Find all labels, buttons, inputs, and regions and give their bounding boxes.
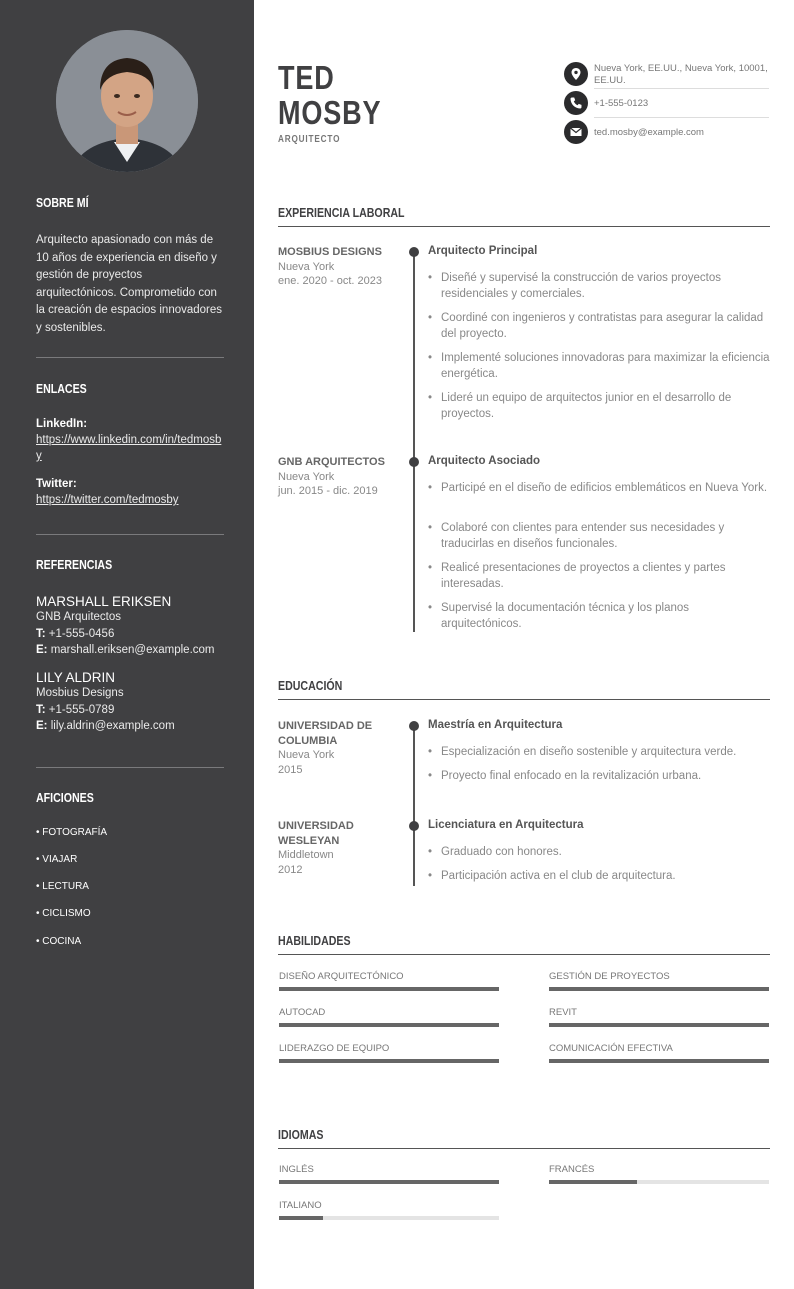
timeline-dot [409,457,419,467]
education-bullet: • Graduado con honores. [428,844,770,860]
language-label: ITALIANO [279,1200,322,1211]
divider [594,88,769,89]
skill-bar [549,1023,769,1027]
language-item [279,1200,499,1211]
linkedin-label: LinkedIn: [36,418,88,430]
hobby-item: • LECTURA [36,881,89,892]
languages-heading: IDIOMAS [278,1128,770,1149]
reference-phone: T: +1-555-0789 [36,704,115,716]
language-label: INGLÉS [279,1164,314,1175]
language-label: FRANCÉS [549,1164,595,1175]
experience-bullet: • Coordiné con ingenieros y contratistas para asegurar la calidad del proyecto. [428,310,770,342]
experience-meta [278,245,398,289]
education-timeline [413,726,415,886]
reference-company: Mosbius Designs [36,687,124,699]
language-item [549,1164,769,1175]
education-year: 2015 [278,763,303,776]
experience-bullet: • Realicé presentaciones de proyectos a clientes y partes interesadas. [428,560,770,592]
skill-bar [279,1023,499,1027]
company-location: Nueva York [278,470,335,483]
language-bar [279,1216,499,1220]
link-item [36,478,224,508]
hobby-item: • VIAJAR [36,854,78,865]
reference-item [36,594,224,658]
divider [594,117,769,118]
education-bullet: • Especialización en diseño sostenible y arquitectura verde. [428,744,770,760]
skill-bar [279,987,499,991]
twitter-label: Twitter: [36,478,77,490]
location-icon [564,62,588,86]
first-name: TED [278,59,335,96]
divider [36,767,224,768]
skill-bar-fill [549,1059,769,1063]
links-section [36,382,224,508]
language-bar [549,1180,769,1184]
skill-bar-fill [279,1059,499,1063]
job-title: ARQUITECTO [278,134,341,145]
skill-label: LIDERAZGO DE EQUIPO [279,1043,390,1054]
about-section [36,196,224,337]
experience-bullet: • Lideré un equipo de arquitectos junior en el desarrollo de proyectos. [428,390,770,422]
reference-email: E: marshall.eriksen@example.com [36,644,215,656]
hobbies-section [36,791,224,947]
profile-photo [56,30,198,172]
skill-label: REVIT [549,1007,577,1018]
skill-bar [279,1059,499,1063]
skill-item [279,1007,499,1018]
skill-bar-fill [279,1023,499,1027]
hobby-item: • COCINA [36,936,82,947]
skill-item [549,1043,769,1054]
degree-title: Maestría en Arquitectura [428,719,563,731]
skill-label: COMUNICACIÓN EFECTIVA [549,1043,673,1054]
language-bar [279,1180,499,1184]
links-heading: ENLACES [36,382,87,396]
about-heading: SOBRE MÍ [36,196,89,210]
reference-email: E: lily.aldrin@example.com [36,720,175,732]
skill-bar [549,987,769,991]
degree-title: Licenciatura en Arquitectura [428,819,584,831]
role-title: Arquitecto Principal [428,245,538,257]
reference-name: LILY ALDRIN [36,670,116,685]
reference-company: GNB Arquitectos [36,611,122,623]
school-name: UNIVERSIDAD DE COLUMBIA [278,720,373,747]
skill-item [549,971,769,982]
reference-phone: T: +1-555-0456 [36,628,115,640]
school-location: Middletown [278,849,334,861]
link-item [36,418,224,464]
divider [36,357,224,358]
education-bullet: • Proyecto final enfocado en la revitalización urbana. [428,768,770,784]
skill-bar [549,1059,769,1063]
experience-bullet: • Participé en el diseño de edificios emblemáticos en Nueva York. [428,480,770,496]
skill-bar-fill [549,1023,769,1027]
experience-dates: ene. 2020 - oct. 2023 [278,275,382,287]
skill-item [279,1043,499,1054]
skill-item [549,1007,769,1018]
education-meta [278,719,398,777]
linkedin-link[interactable]: https://www.linkedin.com/in/tedmosby [36,434,222,462]
timeline-dot [409,721,419,731]
divider [36,534,224,535]
hobby-item: • CICLISMO [36,908,91,919]
school-name: UNIVERSIDAD WESLEYAN [278,820,354,847]
sidebar [0,0,254,1289]
experience-bullet: • Implementé soluciones innovadoras para maximizar la eficiencia energética. [428,350,770,382]
education-meta [278,819,398,877]
full-name [278,60,381,130]
school-location: Nueva York [278,749,335,761]
references-heading: REFERENCIAS [36,558,113,572]
reference-item [36,670,224,734]
experience-timeline [413,252,415,632]
email-icon [564,120,588,144]
about-text: Arquitecto apasionado con más de 10 años de experiencia en diseño y gestión de proyectos arquitectónicos. Comprometido con la creación de espacios innovadores y sostenibles. [36,234,223,334]
language-item [279,1164,499,1175]
company-name: GNB ARQUITECTOS [278,456,385,468]
references-section [36,558,224,734]
skill-label: AUTOCAD [279,1007,326,1018]
phone-text[interactable]: +1-555-0123 [594,98,649,109]
experience-meta [278,455,398,499]
skill-label: DISEÑO ARQUITECTÓNICO [279,971,404,982]
role-title: Arquitecto Asociado [428,455,541,467]
experience-heading: EXPERIENCIA LABORAL [278,206,770,227]
skills-heading: HABILIDADES [278,934,770,955]
skill-bar-fill [279,987,499,991]
experience-bullet: • Diseñé y supervisé la construcción de varios proyectos residenciales y comerciales. [428,270,770,302]
experience-dates: jun. 2015 - dic. 2019 [278,485,378,497]
timeline-dot [409,247,419,257]
skill-item [279,971,499,982]
company-name: MOSBIUS DESIGNS [278,246,382,258]
education-heading: EDUCACIÓN [278,679,770,700]
twitter-link[interactable]: https://twitter.com/tedmosby [36,494,179,506]
experience-bullet: • Supervisé la documentación técnica y los planos arquitectónicos. [428,600,770,632]
email-text[interactable]: ted.mosby@example.com [594,127,704,138]
reference-name: MARSHALL ERIKSEN [36,594,172,609]
last-name: MOSBY [278,94,382,131]
skill-bar-fill [549,987,769,991]
skill-label: GESTIÓN DE PROYECTOS [549,971,670,982]
address-text: Nueva York, EE.UU., Nueva York, 10001, EE.UU. [594,63,768,86]
education-year: 2012 [278,863,303,876]
experience-bullet: • Colaboré con clientes para entender sus necesidades y traducirlas en diseños funcionales. [428,520,770,552]
language-bar-fill [549,1180,637,1184]
language-bar-fill [279,1180,499,1184]
language-bar-fill [279,1216,323,1220]
timeline-dot [409,821,419,831]
education-bullet: • Participación activa en el club de arquitectura. [428,868,770,884]
company-location: Nueva York [278,260,335,273]
hobbies-heading: AFICIONES [36,791,94,805]
hobby-item: • FOTOGRAFÍA [36,827,108,838]
phone-icon [564,91,588,115]
